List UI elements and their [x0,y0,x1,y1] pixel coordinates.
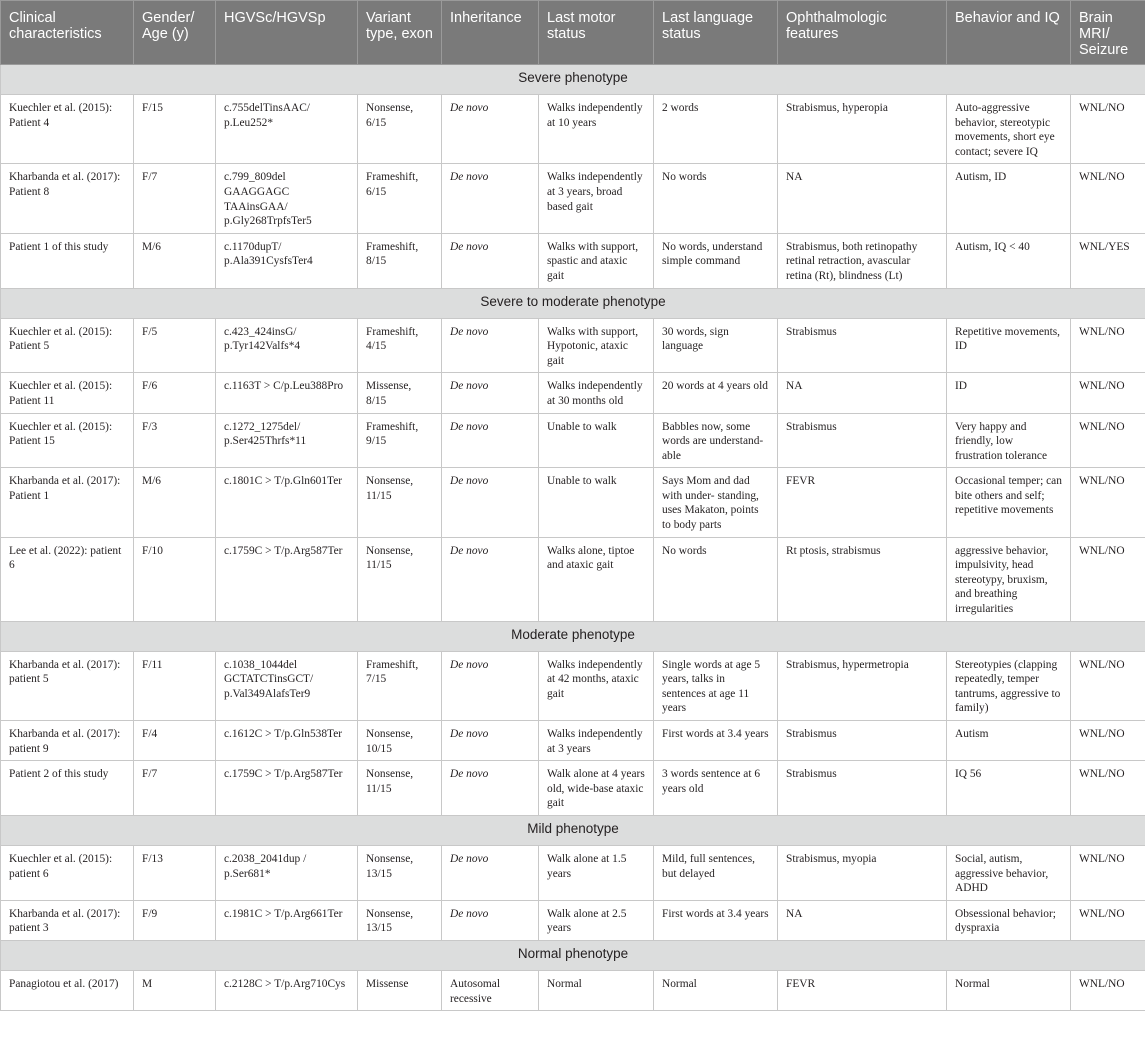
table-row [1,468,1145,537]
table-cell: Unable to walk [539,468,654,537]
table-header [1,1,1145,65]
table-cell: Kharbanda et al. (2017): patient 9 [1,721,134,761]
section-title: Severe to moderate phenotype [1,288,1145,318]
table-cell: Panagiotou et al. (2017) [1,970,134,1010]
table-cell: De novo [442,373,539,413]
table-cell: De novo [442,900,539,940]
table-cell: Kuechler et al. (2015): Patient 4 [1,95,134,164]
table-cell: M/6 [134,468,216,537]
table-cell: Strabismus, myopia [778,845,947,900]
table-cell: De novo [442,233,539,288]
table-cell: F/4 [134,721,216,761]
table-cell: Nonsense, 13/15 [358,900,442,940]
table-cell: Babbles now, some words are understand-able [654,413,778,468]
table-cell: Strabismus, both retinopathy retinal retraction, avascular retina (Rt), blindness (Lt) [778,233,947,288]
table-cell: Walks independently at 30 months old [539,373,654,413]
table-cell: F/6 [134,373,216,413]
table-cell: Social, autism, aggressive behavior, ADHD [947,845,1071,900]
table-cell: Frameshift, 8/15 [358,233,442,288]
table-cell: Kuechler et al. (2015): patient 6 [1,845,134,900]
table-cell: FEVR [778,468,947,537]
header-row [1,1,1145,65]
section-row [1,940,1145,970]
column-header: Gender/ Age (y) [134,1,216,65]
table-row [1,900,1145,940]
table-cell: Kuechler et al. (2015): Patient 15 [1,413,134,468]
column-header: Variant type, exon [358,1,442,65]
table-cell: F/9 [134,900,216,940]
table-cell: WNL/NO [1071,413,1145,468]
table-cell: Strabismus [778,318,947,373]
table-cell: c.799_809del GAAGGAGC TAAinsGAA/ p.Gly268TrpfsTer5 [216,164,358,233]
column-header: Ophthalmologic features [778,1,947,65]
table-cell: No words [654,537,778,621]
table-cell: Autosomal recessive [442,970,539,1010]
table-cell: WNL/YES [1071,233,1145,288]
section-row [1,815,1145,845]
table-cell: 3 words sentence at 6 years old [654,761,778,816]
table-cell: Kharbanda et al. (2017): patient 3 [1,900,134,940]
table-cell: Walk alone at 2.5 years [539,900,654,940]
table-cell: Single words at age 5 years, talks in sentences at age 11 years [654,651,778,720]
table-row [1,721,1145,761]
table-cell: De novo [442,537,539,621]
table-cell: Rt ptosis, strabismus [778,537,947,621]
column-header: HGVSc/HGVSp [216,1,358,65]
table-cell: Kharbanda et al. (2017): Patient 8 [1,164,134,233]
table-cell: WNL/NO [1071,95,1145,164]
table-cell: Autism, ID [947,164,1071,233]
table-cell: 30 words, sign language [654,318,778,373]
table-cell: WNL/NO [1071,721,1145,761]
table-cell: Walks independently at 10 years [539,95,654,164]
table-cell: Nonsense, 13/15 [358,845,442,900]
table-cell: aggressive behavior, impulsivity, head stereotypy, bruxism, and breathing irregularities [947,537,1071,621]
table-cell: Frameshift, 4/15 [358,318,442,373]
table-cell: c.1612C > T/p.Gln538Ter [216,721,358,761]
table-cell: Frameshift, 7/15 [358,651,442,720]
table-cell: WNL/NO [1071,970,1145,1010]
table-row [1,970,1145,1010]
table-cell: Missense, 8/15 [358,373,442,413]
table-cell: c.1981C > T/p.Arg661Ter [216,900,358,940]
table-cell: De novo [442,95,539,164]
table-cell: F/7 [134,761,216,816]
table-cell: Nonsense, 6/15 [358,95,442,164]
table-row [1,233,1145,288]
table-cell: NA [778,373,947,413]
table-row [1,373,1145,413]
table-cell: M [134,970,216,1010]
table-cell: WNL/NO [1071,651,1145,720]
table-cell: First words at 3.4 years [654,721,778,761]
table-cell: Kharbanda et al. (2017): patient 5 [1,651,134,720]
table-cell: F/3 [134,413,216,468]
table-cell: Nonsense, 11/15 [358,537,442,621]
table-cell: 2 words [654,95,778,164]
column-header: Behavior and IQ [947,1,1071,65]
table-cell: De novo [442,721,539,761]
table-cell: c.1759C > T/p.Arg587Ter [216,761,358,816]
table-cell: c.1272_1275del/ p.Ser425Thrfs*11 [216,413,358,468]
section-row [1,65,1145,95]
table-cell: Walks independently at 3 years [539,721,654,761]
table-cell: WNL/NO [1071,761,1145,816]
table-row [1,537,1145,621]
column-header: Last motor status [539,1,654,65]
table-cell: Occasional temper; can bite others and self; repetitive movements [947,468,1071,537]
table-cell: Walks with support, spastic and ataxic gait [539,233,654,288]
table-cell: F/10 [134,537,216,621]
table-cell: Walks independently at 3 years, broad based gait [539,164,654,233]
table-cell: Nonsense, 10/15 [358,721,442,761]
table-cell: c.423_424insG/ p.Tyr142Valfs*4 [216,318,358,373]
table-cell: Patient 1 of this study [1,233,134,288]
table-cell: NA [778,900,947,940]
table-cell: Very happy and friendly, low frustration tolerance [947,413,1071,468]
table-cell: Patient 2 of this study [1,761,134,816]
table-cell: Stereotypies (clapping repeatedly, temper tantrums, aggressive to family) [947,651,1071,720]
table-cell: WNL/NO [1071,900,1145,940]
table-row [1,164,1145,233]
table-cell: WNL/NO [1071,468,1145,537]
table-cell: Repetitive movements, ID [947,318,1071,373]
table-cell: M/6 [134,233,216,288]
table-row [1,761,1145,816]
table-row [1,318,1145,373]
table-cell: Strabismus, hyperopia [778,95,947,164]
table-cell: c.2038_2041dup / p.Ser681* [216,845,358,900]
section-title: Normal phenotype [1,940,1145,970]
table-cell: Nonsense, 11/15 [358,761,442,816]
table-cell: WNL/NO [1071,373,1145,413]
table-cell: F/13 [134,845,216,900]
table-cell: Nonsense, 11/15 [358,468,442,537]
column-header: Inheritance [442,1,539,65]
table-cell: F/5 [134,318,216,373]
table-cell: Kuechler et al. (2015): Patient 11 [1,373,134,413]
section-row [1,621,1145,651]
table-row [1,95,1145,164]
table-cell: Frameshift, 6/15 [358,164,442,233]
table-cell: Autism [947,721,1071,761]
table-cell: Frameshift, 9/15 [358,413,442,468]
table-cell: Strabismus [778,761,947,816]
table-cell: WNL/NO [1071,845,1145,900]
table-cell: Kuechler et al. (2015): Patient 5 [1,318,134,373]
column-header: Last language status [654,1,778,65]
table-cell: F/15 [134,95,216,164]
section-title: Severe phenotype [1,65,1145,95]
table-cell: IQ 56 [947,761,1071,816]
table-cell: c.755delTinsAAC/ p.Leu252* [216,95,358,164]
table-cell: c.1170dupT/ p.Ala391CysfsTer4 [216,233,358,288]
section-row [1,288,1145,318]
table-cell: c.1038_1044del GCTATCTinsGCT/ p.Val349AlafsTer9 [216,651,358,720]
table-body [1,65,1145,1011]
section-title: Moderate phenotype [1,621,1145,651]
table-cell: WNL/NO [1071,164,1145,233]
table-cell: Strabismus, hypermetropia [778,651,947,720]
table-cell: Walks independently at 42 months, ataxic gait [539,651,654,720]
table-cell: No words [654,164,778,233]
table-cell: De novo [442,318,539,373]
table-cell: c.1801C > T/p.Gln601Ter [216,468,358,537]
table-cell: Strabismus [778,413,947,468]
table-cell: Autism, IQ < 40 [947,233,1071,288]
table-cell: De novo [442,761,539,816]
table-cell: NA [778,164,947,233]
table-row [1,413,1145,468]
table-cell: Lee et al. (2022): patient 6 [1,537,134,621]
table-cell: Says Mom and dad with under- standing, uses Makaton, points to body parts [654,468,778,537]
table-cell: Walks with support, Hypotonic, ataxic gait [539,318,654,373]
table-cell: De novo [442,468,539,537]
table-cell: De novo [442,845,539,900]
table-cell: ID [947,373,1071,413]
table-cell: 20 words at 4 years old [654,373,778,413]
table-cell: Kharbanda et al. (2017): Patient 1 [1,468,134,537]
table-cell: Normal [947,970,1071,1010]
section-title: Mild phenotype [1,815,1145,845]
table-cell: De novo [442,651,539,720]
table-cell: Obsessional behavior; dyspraxia [947,900,1071,940]
table-cell: F/11 [134,651,216,720]
table-cell: Strabismus [778,721,947,761]
table-cell: Missense [358,970,442,1010]
table-cell: Mild, full sentences, but delayed [654,845,778,900]
table-cell: No words, understand simple command [654,233,778,288]
table-cell: Walks alone, tiptoe and ataxic gait [539,537,654,621]
table-cell: c.1163T > C/p.Leu388Pro [216,373,358,413]
table-cell: WNL/NO [1071,537,1145,621]
table-cell: Normal [539,970,654,1010]
table-cell: WNL/NO [1071,318,1145,373]
table-cell: First words at 3.4 years [654,900,778,940]
table-cell: F/7 [134,164,216,233]
table-cell: c.2128C > T/p.Arg710Cys [216,970,358,1010]
table-cell: Normal [654,970,778,1010]
table-row [1,651,1145,720]
column-header: Clinical characteristics [1,1,134,65]
column-header: Brain MRI/ Seizure [1071,1,1145,65]
table-cell: De novo [442,413,539,468]
table-cell: Walk alone at 1.5 years [539,845,654,900]
table-cell: Unable to walk [539,413,654,468]
table-cell: Walk alone at 4 years old, wide-base ataxic gait [539,761,654,816]
table-row [1,845,1145,900]
table-cell: De novo [442,164,539,233]
table-cell: Auto-aggressive behavior, stereotypic movements, short eye contact; severe IQ [947,95,1071,164]
table-cell: c.1759C > T/p.Arg587Ter [216,537,358,621]
table-cell: FEVR [778,970,947,1010]
